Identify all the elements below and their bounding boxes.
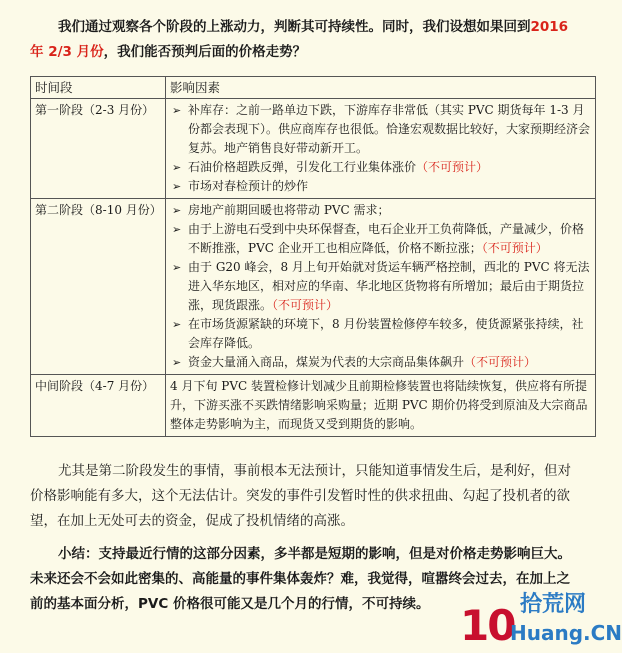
list-item	[170, 158, 591, 177]
bullet-arrow-icon: ➢	[172, 356, 182, 369]
table-row-middle-stage	[31, 375, 596, 437]
stage-label: 第一阶段（2-3 月份）	[31, 99, 166, 199]
factor-text: 在市场货源紧缺的环境下，8 月份装置检修停车较多，使货源紧张持续，社会库存降低。	[188, 317, 584, 350]
watermark-logo	[460, 587, 622, 651]
unpredictable-note: （不可预计）	[416, 160, 489, 174]
factor-text: 市场对春检预计的炒作	[188, 179, 309, 193]
list-item	[170, 201, 591, 220]
analysis-paragraph: 尤其是第二阶段发生的事情，事前根本无法预计，只能知道事情发生后，是利好，但对价格影响能有多大，这个无法估计。突发的事件引发暂时性的供求扭曲、勾起了投机者的欲望，在加上无处可去的资金，促成了投机情绪的高涨。	[30, 463, 571, 529]
intro-paragraph	[30, 15, 582, 65]
factor-text: 资金大量涌入商品，煤炭为代表的大宗商品集体飙升	[188, 355, 465, 369]
table-header-row	[31, 77, 596, 99]
bullet-arrow-icon: ➢	[172, 261, 182, 274]
unpredictable-note: （不可预计）	[481, 241, 548, 255]
table-row-stage2	[31, 199, 596, 375]
bullet-arrow-icon: ➢	[172, 318, 182, 331]
header-factors: 影响因素	[166, 77, 596, 99]
watermark-url: Huang.CN	[510, 621, 622, 645]
stage-label: 第二阶段（8-10 月份）	[31, 199, 166, 375]
list-item	[170, 353, 591, 372]
factor-list	[170, 201, 591, 372]
list-item	[170, 220, 591, 258]
factors-table	[30, 76, 596, 437]
summary-paragraph: 小结：支持最近行情的这部分因素，多半都是短期的影响，但是对价格走势影响巨大。未来还会不会如此密集的、高能量的事件集体轰炸？难，我觉得，喧嚣终会过去，在加上之前的基本面分析，PVC 价格很可能又是几个月的行情，不可持续。	[30, 546, 571, 612]
intro-part1: 我们通过观察各个阶段的上涨动力，判断其可持续性。同时，我们设想如果回到	[58, 19, 531, 35]
factor-text: 石油价格超跌反弹，引发化工行业集体涨价	[188, 160, 417, 174]
factor-text: 房地产前期回暖也将带动 PVC 需求；	[188, 203, 390, 217]
watermark-brand: 拾荒网	[520, 592, 587, 617]
intro-part2: ，我们能否预判后面的价格走势？	[103, 44, 307, 60]
unpredictable-note: （不可预计）	[464, 355, 537, 369]
factor-list	[170, 101, 591, 196]
factor-text: 补库存：之前一路单边下跌，下游库存非常低（其实 PVC 期货每年 1-3 月份都会表现下）。供应商库存也很低。恰逢宏观数据比较好，大家预期经济会复苏。地产销售良好带动新开工。	[188, 103, 591, 155]
factor-cell	[166, 99, 596, 199]
bullet-arrow-icon: ➢	[172, 180, 182, 193]
header-period: 时间段	[31, 77, 166, 99]
table-row-stage1	[31, 99, 596, 199]
stage-label: 中间阶段（4-7 月份）	[31, 375, 166, 437]
unpredictable-note: （不可预计）	[272, 298, 339, 312]
intro-highlight: 2016 年 2/3 月份	[30, 19, 569, 60]
factor-cell	[166, 199, 596, 375]
factor-text: 由于 G20 峰会，8 月上旬开始就对货运车辆严格控制，西北的 PVC 将无法进入华东地区，相对应的华南、华北地区货物将有所增加；最后由于期货拉涨，现货跟涨。	[188, 260, 590, 312]
list-item	[170, 315, 591, 353]
list-item	[170, 101, 591, 158]
watermark-number: 10	[460, 601, 515, 650]
factor-text: 由于上游电石受到中央环保督查，电石企业开工负荷降低，产量减少，价格不断推涨，PVC 企业开工也相应降低，价格不断拉涨；	[188, 222, 585, 255]
factor-cell: 4 月下旬 PVC 装置检修计划减少且前期检修装置也将陆续恢复，供应将有所提升，下游买涨不买跌情绪影响采购量；近期 PVC 期价仍将受到原油及大宗商品整体走势影响为主，而现货又受到期货的影响。	[166, 375, 596, 437]
bullet-arrow-icon: ➢	[172, 223, 182, 236]
list-item	[170, 258, 591, 315]
bullet-arrow-icon: ➢	[172, 104, 182, 117]
bullet-arrow-icon: ➢	[172, 204, 182, 217]
list-item	[170, 177, 591, 196]
bullet-arrow-icon: ➢	[172, 161, 182, 174]
